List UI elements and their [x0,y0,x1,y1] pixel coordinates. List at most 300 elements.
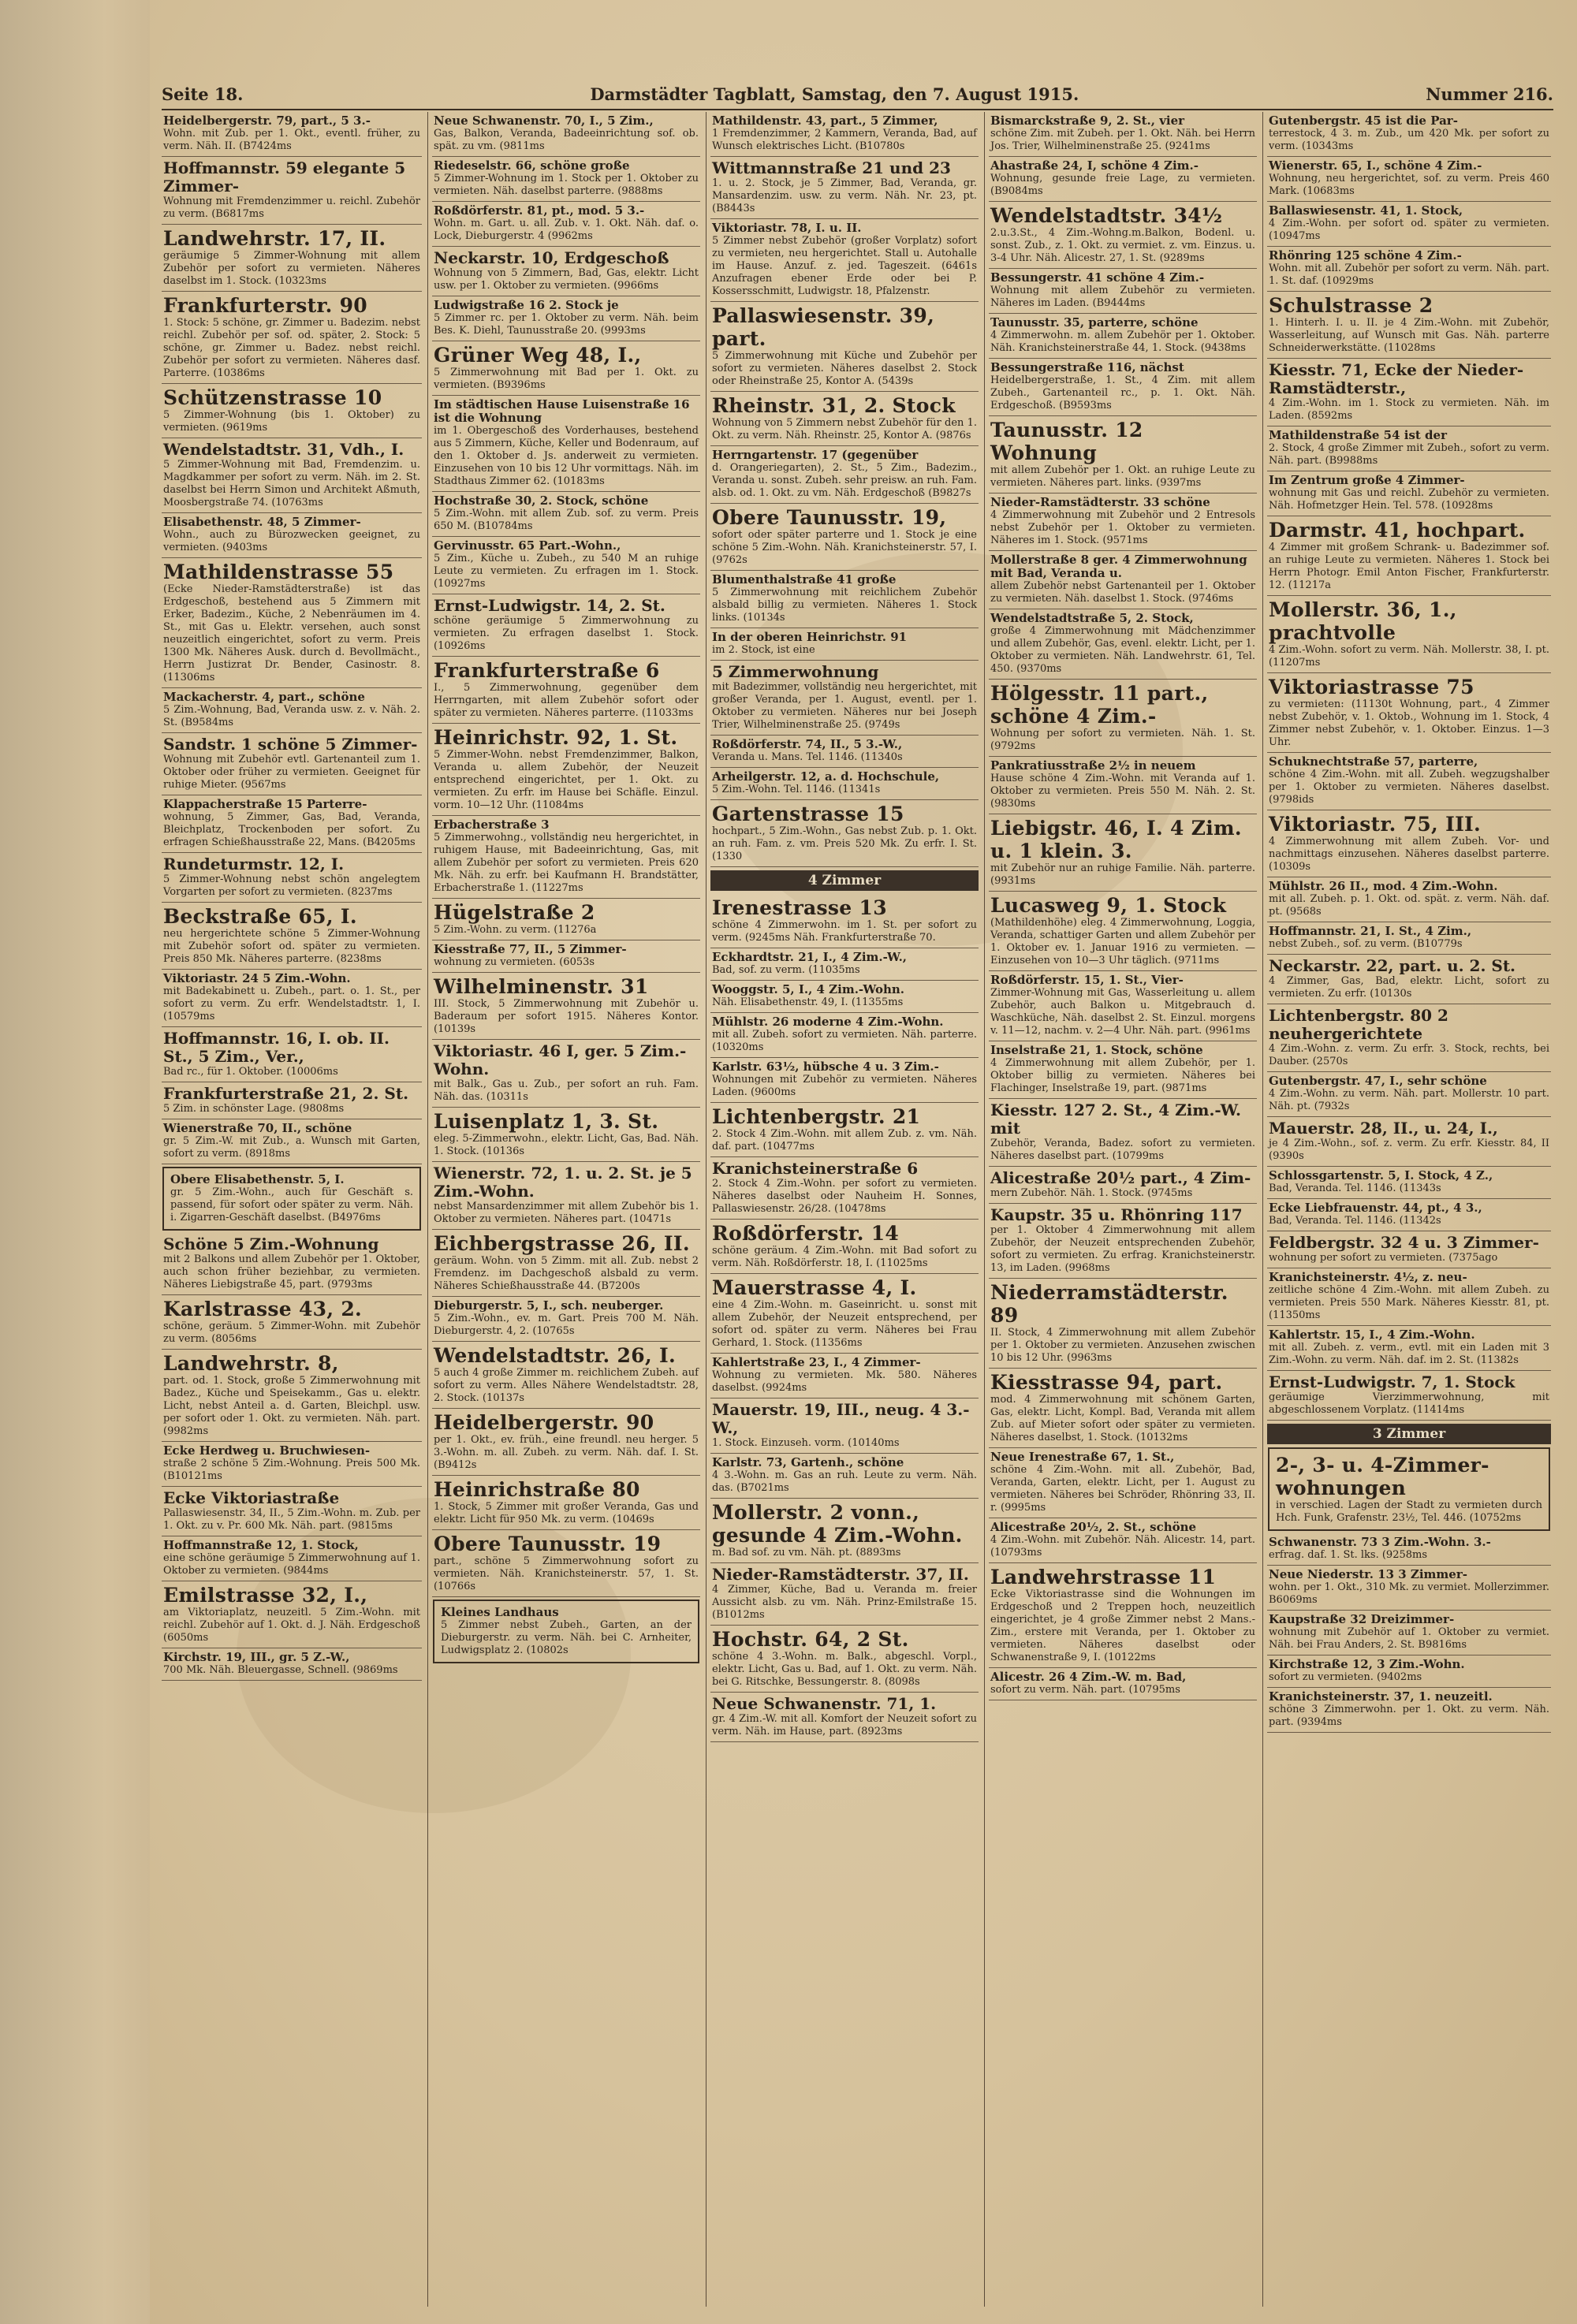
classified-ad [162,1648,422,1681]
ad-body: Bad, Veranda. Tel. 1146. (11342s [1269,1215,1441,1227]
ad-body: je 4 Zim.-Wohn., sof. z. verm. Zu erfr. Kiesstr. 84, II (9390s [1269,1138,1549,1162]
classified-ad [1267,1231,1551,1268]
classified-ad [1267,1004,1551,1072]
ad-heading: Dieburgerstr. 5, I., sch. neuberger. [434,1298,664,1313]
ad-heading: Wendelstadtstr. 26, I. [434,1344,676,1367]
ad-heading: Kiesstr. 127 2. St., 4 Zim.-W. mit [990,1101,1241,1138]
ad-body: 2. Stock, 4 große Zimmer mit Zubeh., sofort zu verm. Näh. part. (B9988ms [1269,442,1549,467]
ad-heading: Emilstrasse 32, I., [163,1584,368,1607]
classified-ad [162,112,422,157]
classified-ad [710,1220,979,1274]
classified-ad [710,1563,979,1626]
ad-body: nebst Zubeh., sof. zu verm. (B10779s [1269,938,1463,950]
classified-ad [1267,426,1551,471]
ad-body: straße 2 schöne 5 Zim.-Wohnung. Preis 500 Mk. (B10121ms [163,1458,420,1482]
ad-heading: Bismarckstraße 9, 2. St., vier [990,114,1185,128]
ad-heading: Ballaswiesenstr. 41, 1. Stock, [1269,203,1463,218]
ad-heading: Kranichsteinerstr. 4½, z. neu- [1269,1270,1467,1284]
ad-body: 4 Zimmerwohnung mit allem Zubeh. Vor- und nachmittags einzusehen. Näheres daselbst parterre. (10309s [1269,836,1549,873]
ad-heading: Frankfurterstr. 90 [163,294,368,317]
classified-ad [989,1167,1257,1204]
classified-ad [162,558,422,688]
classified-ad [1267,292,1551,359]
ad-body: Wohn. m. Gart. u. all. Zub. v. 1. Okt. Näh. daf. o. Lock, Dieburgerstr. 4 (9962ms [434,218,699,242]
classified-ad [710,1454,979,1499]
ad-heading: Viktoriastrasse 75 [1269,676,1474,698]
ad-body: geräumige 5 Zimmer-Wohnung mit allem Zubehör per sofort zu vermieten. Näheres daselbst im 1. Stock. (10323ms [163,250,420,287]
classified-ad [989,1041,1257,1099]
ad-heading: Sandstr. 1 schöne 5 Zimmer- [163,735,418,754]
ad-body: mit Badezimmer, vollständig neu hergerichtet, mit großer Veranda, per 1. August, eventl. per 1. Oktober zu vermieten. Näheres nur bei Joseph Trier, Wilhelminenstraße 25. (9749s [712,681,977,731]
ad-body: Wohnung mit Fremdenzimmer u. reichl. Zubehör zu verm. (B6817ms [163,196,420,220]
classified-ad [710,446,979,504]
ad-heading: Hölgesstr. 11 part., schöne 4 Zim.- [990,682,1209,728]
ad-heading: Schulstrasse 2 [1269,294,1433,317]
classified-ad [1267,596,1551,673]
classified-ad [433,1600,699,1663]
ad-body: 1. Stock. Einzuseh. vorm. (10140ms [712,1437,900,1449]
classified-ad [710,1354,979,1398]
ad-heading: Mollerstraße 8 ger. 4 Zimmerwohnung mit Bad, Veranda u. [990,553,1247,580]
ad-body: 5 Zim.-Wohn., ev. m. Gart. Preis 700 M. Näh. Dieburgerstr. 4, 2. (10765s [434,1313,699,1337]
ad-body: 4 Zimmerwohnung mit Zubehör und 2 Entresols nebst Zubehör per 1. Oktober zu vermieten. Näheres im 1. Stock. (9571ms [990,509,1255,546]
classified-ad [710,800,979,867]
classified-ad [1267,877,1551,922]
classified-ad [710,1693,979,1742]
ad-body: Wohnung, gesunde freie Lage, zu vermieten. (B9084ms [990,173,1255,197]
ad-body: Zimmer-Wohnung mit Gas, Wasserleitung u. allem Zubehör, auch Balkon u. Mitgebrauch d. Waschküche, Näh. daselbst 2. St. Einzul. morgens v. 11—12, nachm. v. 2—4 Uhr. Näh. part. (9961ms [990,987,1255,1037]
classified-ad [162,1581,422,1648]
masthead-rule [162,109,1553,110]
ad-body: 4 Zim.-Wohn. sofort zu verm. Näh. Mollerstr. 38, I. pt. (11207ms [1269,644,1549,669]
classified-ad [989,1448,1257,1518]
ad-body: im 2. Stock, ist eine [712,644,815,656]
classified-ad [432,537,700,594]
classified-ad [989,971,1257,1041]
ad-body: wohn. per 1. Okt., 310 Mk. zu vermiet. Mollerzimmer. B6069ms [1269,1581,1549,1606]
ad-heading: Wienerstr. 65, I., schöne 4 Zim.- [1269,158,1482,173]
ad-heading: Herrngartenstr. 17 (gegenüber [712,448,919,462]
ad-body: Wohnungen mit Zubehör zu vermieten. Näheres Laden. (9600ms [712,1074,977,1098]
ad-body: 5 Zimmer rc. per 1. Oktober zu verm. Näh. beim Bes. K. Diehl, Taunusstraße 20. (9993ms [434,312,699,337]
classified-ad [162,1442,422,1487]
classified-ad [162,688,422,733]
ad-body: eine schöne geräumige 5 Zimmerwohnung auf 1. Oktober zu vermieten. (9844ms [163,1552,420,1577]
ad-body: Wohn., auch zu Bürozwecken geeignet, zu vermieten. (9403ms [163,529,420,553]
ad-body: m. Bad sof. zu vm. Näh. pt. (8893ms [712,1547,901,1559]
ad-body: im 1. Obergeschoß des Vorderhauses, bestehend aus 5 Zimmern, Küche, Keller und Bodenraum, auf den 1. Oktober d. Js. anderweit zu vermieten. Einzusehen von 10 bis 12 Uhr vormittags. Näh. im Stadthaus Zimmer 62. (10183ms [434,425,699,487]
ad-heading: Kleines Landhaus [441,1605,559,1619]
classified-ad [989,416,1257,493]
column-4 [989,112,1257,2307]
ad-heading: Neue Irenestraße 67, 1. St., [990,1450,1175,1464]
classified-ad [432,157,700,202]
ad-body: 4 3.-Wohn. m. Gas an ruh. Leute zu verm. Näh. das. (B7021ms [712,1469,977,1494]
classified-ad [710,219,979,302]
ad-heading: Karlstr. 63½, hübsche 4 u. 3 Zim.- [712,1060,939,1074]
ad-heading: Landwehrstrasse 11 [990,1566,1217,1588]
ad-body: Veranda u. Mans. Tel. 1146. (11340s [712,751,903,763]
classified-ad [1267,922,1551,955]
ad-body: 5 Zimmerwohnung mit Küche und Zubehör per sofort zu vermieten. Näheres daselbst 2. Stock oder Rheinstraße 25, Kontor A. (5439s [712,350,977,387]
classified-ad [710,1058,979,1103]
classified-ad [432,973,700,1040]
ad-heading: Heinrichstraße 80 [434,1478,640,1501]
ad-heading: Taunusstr. 35, parterre, schöne [990,315,1199,330]
ad-body: mit Zubehör nur an ruhige Familie. Näh. parterre. (9931ms [990,862,1255,887]
classified-ad [432,1108,700,1162]
column-1 [162,112,422,2307]
ad-body: 1. Stock, 5 Zimmer mit großer Veranda, Gas und elektr. Licht für 950 Mk. zu verm. (10469s [434,1501,699,1525]
ad-body: mit all. Zubeh. p. 1. Okt. od. spät. z. verm. Näh. daf. pt. (9568s [1269,893,1549,918]
ad-heading: Kaupstr. 35 u. Rhönring 117 [990,1205,1243,1224]
ad-body: gr. 5 Zim.-W. mit Zub., a. Wunsch mit Garten, sofort zu verm. (8918ms [163,1135,420,1160]
ad-heading: Obere Elisabethenstr. 5, I. [170,1172,345,1186]
ad-heading: Hoffmannstr. 21, I. St., 4 Zim., [1269,924,1472,938]
ad-body: part. od. 1. Stock, große 5 Zimmerwohnung mit Badez., Küche und Speisekamm., Gas u. elektr. Licht, nebst Anteil a. d. Garten, Bleichpl. usw. per sofort oder 1. Okt. zu vermieten. Näh. part. (9982ms [163,1375,420,1437]
ad-body: 5 Zimmer nebst Zubehör (großer Vorplatz) sofort zu vermieten, neu hergerichtet. Stall u. Autohalle im Hause. Anzuf. z. jed. Tageszeit. (6461s Anzufragen ebener Erde oder bei P. Kossersschmitt, Ludwigstr. 18, Pfalzenstr. [712,235,977,297]
classified-ad [162,438,422,513]
ad-heading: Heidelbergerstr. 90 [434,1411,654,1434]
ad-heading: Eckhardtstr. 21, I., 4 Zim.-W., [712,950,908,964]
ad-body: (Mathildenhöhe) eleg. 4 Zimmerwohnung, Loggia, Veranda, schattiger Garten und allem Zubehör per 1. Oktober ev. 1. Januar 1916 zu vermieten. — Einzusehen von 10—3 Uhr täglich. (9711ms [990,917,1255,966]
classified-ad [1267,112,1551,157]
ad-heading: Gutenbergstr. 47, I., sehr schöne [1269,1074,1487,1088]
classified-ad [710,981,979,1013]
ad-heading: Grüner Weg 48, I., [434,344,642,367]
classified-ad [432,341,700,396]
ad-heading: Mackacherstr. 4, part., schöne [163,690,365,704]
column-3 [710,112,979,2307]
ad-body: 4 Zim.-Wohn. per sofort od. später zu vermieten. (10947ms [1269,218,1549,242]
ad-body: 5 Zim.-Wohnung, Bad, Veranda usw. z. v. Näh. 2. St. (B9584ms [163,704,420,728]
ad-body: in verschied. Lagen der Stadt zu vermieten durch Hch. Funk, Grafenstr. 23½, Tel. 446. (10752ms [1276,1499,1542,1524]
ad-heading: Hoffmannstraße 12, 1. Stock, [163,1538,359,1552]
classified-ad [710,661,979,736]
ad-heading: Irenestrasse 13 [712,896,887,919]
ad-body: schöne 4 Zimmerwohn. im 1. St. per sofort zu verm. (9245ms Näh. Frankfurterstraße 70. [712,919,977,944]
ad-body: d. Orangeriegarten), 2. St., 5 Zim., Badezim., Veranda u. sonst. Zubeh. sehr preisw. an ruh. Fam. alsb. od. 1. Okt. zu vm. Näh. Erdgeschoß (B9827s [712,462,977,499]
ad-heading: Kirchstraße 12, 3 Zim.-Wohn. [1269,1657,1465,1671]
classified-ad [1267,1533,1551,1566]
classified-ad [432,202,700,247]
classified-ad [710,894,979,948]
ad-body: Bad, sof. zu verm. (11035ms [712,964,860,976]
ad-heading: Roßdörferstr. 14 [712,1222,900,1245]
classified-ad [710,571,979,628]
ad-heading: Inselstraße 21, 1. Stock, schöne [990,1043,1203,1057]
classified-ad [432,492,700,537]
ad-heading: Neue Schwanenstr. 70, I., 5 Zim., [434,114,654,128]
ad-body: mit all. Zubeh. z. verm., evtl. mit ein Laden mit 3 Zim.-Wohn. zu verm. Näh. daf. im 2. St. (11382s [1269,1342,1549,1366]
classified-ad [989,1369,1257,1448]
ad-heading: Obere Taunusstr. 19 [434,1533,662,1555]
ad-body: 5 Zimmer nebst Zubeh., Garten, an der Dieburgerstr. zu verm. Näh. bei C. Arnheiter, Ludwigsplatz 2. (10802s [441,1619,692,1656]
ad-heading: Feldbergstr. 32 4 u. 3 Zimmer- [1269,1233,1539,1252]
classified-ad [432,112,700,157]
ad-body: part., schöne 5 Zimmerwohnung sofort zu vermieten. Näh. Kranichsteinerstr. 57, 1. St. (10766s [434,1555,699,1592]
ad-heading: Hoffmannstr. 16, I. ob. II. St., 5 Zim., Ver., [163,1029,390,1066]
ad-heading: Lichtenbergstr. 21 [712,1105,921,1128]
ad-body: 5 Zim., Küche u. Zubeh., zu 540 M an ruhige Leute zu vermieten. Zu erfragen im 1. Stock. (10927ms [434,553,699,590]
ad-body: wohnung mit Gas und reichl. Zubehör zu vermieten. Näh. Hofmetzger Hein. Tel. 578. (10928ms [1269,487,1549,512]
ad-heading: Schuknechtstraße 57, parterre, [1269,754,1478,769]
ad-heading: Kranichsteinerstraße 6 [712,1159,919,1178]
ad-heading: Mauerstr. 28, II., u. 24, I., [1269,1119,1498,1138]
ad-heading: Ludwigstraße 16 2. Stock je [434,298,619,312]
ad-body: Gas, Balkon, Veranda, Badeeinrichtung sof. ob. spät. zu vm. (9811ms [434,128,699,152]
ad-body: 1 Fremdenzimmer, 2 Kammern, Veranda, Bad, auf Wunsch elektrisches Licht. (B10780s [712,128,977,152]
classified-ad [710,736,979,768]
classified-ad [162,292,422,384]
classified-ad [1267,1199,1551,1231]
ad-heading: Obere Taunusstr. 19, [712,506,947,529]
ad-heading: Kahlertstraße 23, I., 4 Zimmer- [712,1355,921,1369]
ad-body: 4 Zimmer, Gas, Bad, elektr. Licht, sofort zu vermieten. Zu erfr. (10130s [1269,975,1549,1000]
classified-ad [162,903,422,970]
classified-ad [162,970,422,1027]
classified-ad [432,1230,700,1297]
ad-heading: Neckarstr. 22, part. u. 2. St. [1269,956,1516,975]
ad-heading: Roßdörferstr. 74, II., 5 3.-W., [712,737,903,751]
ad-body: große 4 Zimmerwohnung mit Mädchenzimmer und allem Zubehör, Gas, evenl. elektr. Licht, per 1. Oktober zu vermieten. Näh. Landwehrstr. 61, Tel. 450. (9370ms [990,625,1255,675]
ad-heading: Viktoriastr. 75, III. [1269,813,1482,836]
ad-body: Wohnung mit Zubehör evtl. Gartenanteil zum 1. Oktober oder früher zu vermieten. Geeignet für ruhige Mieter. (9567ms [163,754,420,791]
ad-heading: Riedeselstr. 66, schöne große [434,158,630,173]
classified-ad [710,1626,979,1693]
ad-body: Wohnung von 5 Zimmern, Bad, Gas, elektr. Licht usw. per 1. Oktober zu vermieten. (9966ms [434,267,699,292]
classified-ad [432,657,700,724]
classified-ad [1267,1371,1551,1421]
ad-body: 5 Zimmer-Wohn. nebst Fremdenzimmer, Balkon, Veranda u. allem Zubehör, der Neuzeit entsprechend eingerichtet, per 1. Okt. zu vermieten. Zu erfr. im Hause bei Schäfle. Einzul. vorm. 10—12 Uhr. (11084ms [434,749,699,811]
ad-body: Bad, Veranda. Tel. 1146. (11343s [1269,1182,1441,1194]
classified-ad [432,1297,700,1342]
ad-heading: Hügelstraße 2 [434,901,595,924]
masthead [162,82,1553,110]
ad-body: erfrag. daf. 1. St. lks. (9258ms [1269,1549,1428,1561]
ad-body: Heidelbergerstraße, 1. St., 4 Zim. mit allem Zubeh., Gartenanteil rc., p. 1. Okt. Näh. Erdgeschoß. (B9593ms [990,374,1255,412]
classified-ad [162,1119,422,1164]
ad-heading: Karlstr. 73, Gartenh., schöne [712,1455,904,1469]
column-2 [432,112,700,2307]
ad-body: 5 Zimmer-Wohnung mit Bad, Fremdenzim. u. Magdkammer per sofort zu verm. Näh. im 2. St. daselbst bei Herrn Simon und Architekt Aßmuth, Moosbergstraße 74. (10763ms [163,459,420,508]
classified-ad [162,1295,422,1350]
ad-body: Bad rc., für 1. Oktober. (10006ms [163,1066,338,1078]
classified-ad [710,302,979,392]
classified-ad [989,609,1257,680]
classified-ad [989,892,1257,971]
ad-body: 4 Zim.-Wohn. im 1. Stock zu vermieten. Näh. im Laden. (8592ms [1269,397,1549,422]
ad-body: mit allem Zubehör per 1. Okt. an ruhige Leute zu vermieten. Näheres part. links. (9397ms [990,464,1255,489]
classified-ad [1267,1611,1551,1655]
ad-heading: Niederramstädterstr. 89 [990,1281,1228,1327]
ad-body: wohnung mit Zubehör auf 1. Oktober zu vermiet. Näh. bei Frau Anders, 2. St. B9816ms [1269,1626,1549,1651]
ad-heading: Rhönring 125 schöne 4 Zim.- [1269,248,1462,263]
ad-heading: Hoffmannstr. 59 elegante 5 Zimmer- [163,158,406,196]
ad-heading: Kiesstraße 77, II., 5 Zimmer- [434,942,627,956]
classified-ad [1267,247,1551,292]
classified-ad [710,157,979,219]
ad-body: 700 Mk. Näh. Bleuergasse, Schnell. (9869ms [163,1664,398,1676]
ad-heading: Rundeturmstr. 12, I. [163,855,345,873]
ad-body: Wohnung mit allem Zubehör zu vermieten. Näheres im Laden. (B9444ms [990,285,1255,309]
ad-heading: Elisabethenstr. 48, 5 Zimmer- [163,515,361,529]
ad-heading: Mauerstr. 19, III., neug. 4 3.-W., [712,1400,970,1437]
ad-heading: Landwehrstr. 17, II. [163,227,386,250]
classified-ad [989,551,1257,609]
classified-ad [162,225,422,292]
ad-heading: Mühlstr. 26 II., mod. 4 Zim.-Wohn. [1269,879,1498,893]
ad-heading: Alicestraße 20½, 2. St., schöne [990,1520,1197,1534]
ad-heading: 2-, 3- u. 4-Zimmer-wohnungen [1276,1454,1489,1499]
ad-heading: Frankfurterstraße 21, 2. St. [163,1084,409,1103]
classified-ad [989,814,1257,892]
ad-heading: Wendelstadtstr. 31, Vdh., I. [163,440,405,459]
ad-body: eine 4 Zim.-Wohn. m. Gaseinricht. u. sonst mit allem Zubehör, der Neuzeit entsprechend, per sofort od. später zu verm. Näheres bei Frau Gerhard, 1. Stock. (11356ms [712,1299,977,1349]
ad-body: geräumige Vierzimmerwohnung, mit abgeschlossenem Vorplatz. (11414ms [1269,1391,1549,1416]
classified-ad [710,1157,979,1220]
ad-body: Ecke Viktoriastrasse sind die Wohnungen im Erdgeschoß und 2 Treppen hoch, neuzeitlich eingerichtet, je 4 große Zimmer nebst 2 Mans.-Zim., erstere mit Veranda, per 1. Oktober zu vermieten. Näheres daselbst oder Schwanenstraße 9, I. (10122ms [990,1588,1255,1663]
ad-body: 5 auch 4 große Zimmer m. reichlichem Zubeh. auf sofort zu verm. Alles Nähere Wendelstadtstr. 28, 2. Stock. (10137s [434,1367,699,1404]
classified-ad [710,112,979,157]
ad-heading: Ahastraße 24, I, schöne 4 Zim.- [990,158,1199,173]
ad-heading: Viktoriastr. 24 5 Zim.-Wohn. [163,971,351,985]
classified-ad [989,314,1257,359]
ad-heading: Nieder-Ramstädterstr. 33 schöne [990,495,1210,509]
ad-body: 4 Zimmer, Küche, Bad u. Veranda m. freier Aussicht alsb. zu vm. Näh. Prinz-Emilstraße 15. (B1012ms [712,1584,977,1621]
classified-ad [989,1279,1257,1369]
ad-heading: Mollerstr. 36, 1., prachtvolle [1269,598,1457,644]
ad-heading: Pankratiusstraße 2½ in neuem [990,758,1196,773]
ad-body: 5 Zim. in schönster Lage. (9808ms [163,1103,345,1115]
ad-heading: Wendelstadtstr. 34½ [990,204,1223,227]
ad-body: schöne 4 Zim.-Wohn. mit all. Zubeh. wegzugshalber per 1. Oktober zu vermieten. Näheres daselbst. (9798ids [1269,769,1549,806]
ad-heading: Nieder-Ramstädterstr. 37, II. [712,1565,969,1584]
classified-ad [989,359,1257,416]
ad-heading: Mathildenstrasse 55 [163,561,394,583]
ad-heading: Taunusstr. 12 Wohnung [990,419,1143,464]
classified-ad [432,296,700,341]
classified-ad [989,112,1257,157]
classified-ad [432,724,700,816]
classified-ad [989,1668,1257,1700]
ad-heading: Im Zentrum große 4 Zimmer- [1269,473,1465,487]
ad-heading: Eichbergstrasse 26, II. [434,1232,690,1255]
classified-ad [432,1342,700,1409]
ad-heading: Mollerstr. 2 vonn., gesunde 4 Zim.-Wohn. [712,1501,963,1547]
classified-ad [710,1013,979,1058]
column-divider [1262,112,1263,2307]
classified-ad [162,1350,422,1442]
classified-ad [989,1518,1257,1563]
classified-ad [432,594,700,657]
ad-heading: Wittmannstraße 21 und 23 [712,158,951,177]
ad-heading: Erbacherstraße 3 [434,817,550,832]
classified-ad [710,948,979,981]
ad-body: 5 Zimmer-Wohnung nebst schön angelegtem Vorgarten per sofort zu vermieten. (8237ms [163,873,420,898]
classified-ad [162,733,422,795]
ad-body: 4 Zimmerwohn. m. allem Zubehör per 1. Oktober. Näh. Kranichsteinerstraße 44, 1. Stock. (9438ms [990,330,1255,354]
ad-heading: Gervinusstr. 65 Part.-Wohn., [434,538,621,553]
ad-body: mit Balk., Gas u. Zub., per sofort an ruh. Fam. Näh. das. (10311s [434,1078,699,1103]
ad-body: wohnung zu vermieten. (6053s [434,956,595,968]
classified-ad [1268,1447,1550,1531]
ad-heading: Wienerstr. 72, 1. u. 2. St. je 5 Zim.-Wohn. [434,1164,692,1201]
ad-body: II. Stock, 4 Zimmerwohnung mit allem Zubehör per 1. Oktober zu vermieten. Anzusehen zwischen 10 bis 12 Uhr. (9963ms [990,1327,1255,1364]
ad-heading: Schützenstrasse 10 [163,386,382,409]
ad-heading: Heidelbergerstr. 79, part., 5 3.- [163,114,371,128]
ad-heading: Wienerstraße 70, II., schöne [163,1121,352,1135]
ad-heading: Kiesstrasse 94, part. [990,1371,1223,1394]
ad-body: mit 2 Balkons und allem Zubehör per 1. Oktober, auch schon früher beziehbar, zu vermieten. Näheres Liebigstraße 45, part. (9793ms [163,1253,420,1290]
classified-ad [710,1499,979,1563]
ad-body: 2. Stock 4 Zim.-Wohn. mit allem Zub. z. vm. Näh. daf. part. (10477ms [712,1128,977,1153]
ad-heading: Frankfurterstraße 6 [434,659,660,682]
classified-ad [710,504,979,571]
ad-body: 5 Zimmer-Wohnung im 1. Stock per 1. Oktober zu vermieten. Näh. daselbst parterre. (9888ms [434,173,699,197]
ad-body: 1. Hinterh. I. u. II. je 4 Zim.-Wohn. mit Zubehör, Wasserleitung, auf Wunsch mit Gas. Näh. parterre Schneiderwerkstätte. (11028ms [1269,317,1549,354]
ad-body: sofort zu verm. Näh. part. (10795ms [990,1684,1180,1696]
ad-heading: Wilhelminenstr. 31 [434,975,649,998]
classified-ad [432,940,700,973]
ad-body: per 1. Okt., ev. früh., eine freundl. neu herger. 5 3.-Wohn. m. all. Zubeh. zu verm. Näh. daf. I. St. (B9412s [434,1434,699,1471]
ad-body: III. Stock, 5 Zimmerwohnung mit Zubehör u. Baderaum per sofort 1915. Näheres Kontor. (10139s [434,998,699,1035]
classified-ad [989,493,1257,551]
classified-ad [1267,157,1551,202]
ad-body: schöne 4 Zim.-Wohn. mit all. Zubehör, Bad, Veranda, Garten, elektr. Licht, per 1. August zu vermieten. Näheres bei Schröder, Rhönring 33, II. r. (9995ms [990,1464,1255,1514]
ad-heading: Liebigstr. 46, I. 4 Zim. u. 1 klein. 3. [990,817,1242,862]
ad-body: schöne geräumige 5 Zimmerwohnung zu vermieten. Zu erfragen daselbst 1. Stock. (10926ms [434,615,699,652]
classified-ad [989,1563,1257,1668]
ad-body: eleg. 5-Zimmerwohn., elektr. Licht, Gas, Bad. Näh. 1. Stock. (10136s [434,1133,699,1157]
column-divider [427,112,428,2307]
ad-heading: Lichtenbergstr. 80 2 neuhergerichtete [1269,1006,1448,1043]
ad-body: 4 Zim.-Wohn. zu verm. Näh. part. Mollerstr. 10 part. Näh. pt. (7932s [1269,1088,1549,1112]
ad-body: wohnung, 5 Zimmer, Gas, Bad, Veranda, Bleichplatz, Trockenboden per sofort. Zu erfragen Schießhausstraße 22, Mans. (B4205ms [163,811,420,848]
ad-heading: Roßdörferstr. 15, 1. St., Vier- [990,973,1184,987]
ad-body: Wohnung, neu hergerichtet, sof. zu verm. Preis 460 Mark. (10683ms [1269,173,1549,197]
ad-heading: Klappacherstraße 15 Parterre- [163,797,367,811]
classified-ad [432,1476,700,1530]
classified-ad [710,628,979,661]
classified-ad [1267,1072,1551,1117]
ad-body: Pallaswiesenstr. 34, II., 5 Zim.-Wohn. m. Zub. per 1. Okt. zu v. Pr. 600 Mk. Näh. part. (9815ms [163,1507,420,1532]
classified-ad [162,1233,422,1295]
ad-heading: 5 Zimmerwohnung [712,662,879,681]
newspaper-title: Darmstädter Tagblatt, Samstag, den 7. August 1915. [590,84,1079,104]
ad-body: schöne, geräum. 5 Zimmer-Wohn. mit Zubehör zu verm. (8056ms [163,1320,420,1345]
ad-body: hochpart., 5 Zim.-Wohn., Gas nebst Zub. p. 1. Okt. an ruh. Fam. z. vm. Preis 520 Mk. Zu erfr. I. St. (1330 [712,825,977,862]
classified-ad [989,202,1257,269]
classified-ad [162,1487,422,1536]
ad-heading: Kirchstr. 19, III., gr. 5 Z.-W., [163,1650,350,1664]
ad-body: Wohnung per sofort zu vermieten. Näh. 1. St. (9792ms [990,728,1255,752]
ad-body: mod. 4 Zimmerwohnung mit schönem Garten, Gas, elektr. Licht, Kompl. Bad, Veranda mit allem Zub. auf Mieter sofort oder später zu vermieten. Näheres daselbst, 1. Stock. (10132ms [990,1394,1255,1443]
classified-ad [432,396,700,492]
ad-body: per 1. Oktober 4 Zimmerwohnung mit allem Zubehör, der Neuzeit entsprechenden Zubehör, sofort zu vermieten. Zu erfrag. Kranichsteinerstr. 13, im Laden. (9968ms [990,1224,1255,1274]
ad-heading: Bessungerstr. 41 schöne 4 Zim.- [990,270,1205,285]
ad-body: 4 Zim.-Wohn. mit Zubehör. Näh. Alicestr. 14, part. (10793ms [990,1534,1255,1559]
classified-ad [162,1167,421,1231]
ad-body: schöne 4 3.-Wohn. m. Balk., abgeschl. Vorpl., elektr. Licht, Gas u. Bad, auf 1. Okt. zu verm. Näh. bei G. Ritschke, Bessungerstr. 8. (8098s [712,1651,977,1688]
ad-heading: Beckstraße 65, I. [163,905,357,928]
ad-body: sofort oder später parterre und 1. Stock je eine schöne 5 Zim.-Wohn. Näh. Kranichsteinerstr. 57, I. (9762s [712,529,977,566]
section-heading: 3 Zimmer [1267,1424,1551,1444]
ad-body: mit all. Zubeh. sofort zu vermieten. Näh. parterre. (10320ms [712,1029,977,1053]
ad-heading: Kaupstraße 32 Dreizimmer- [1269,1612,1455,1626]
ad-heading: Schlossgartenstr. 5, I. Stock, 4 Z., [1269,1168,1493,1182]
ad-body: Wohn. mit Zub. per 1. Okt., eventl. früher, zu verm. Näh. II. (B7424ms [163,128,420,152]
